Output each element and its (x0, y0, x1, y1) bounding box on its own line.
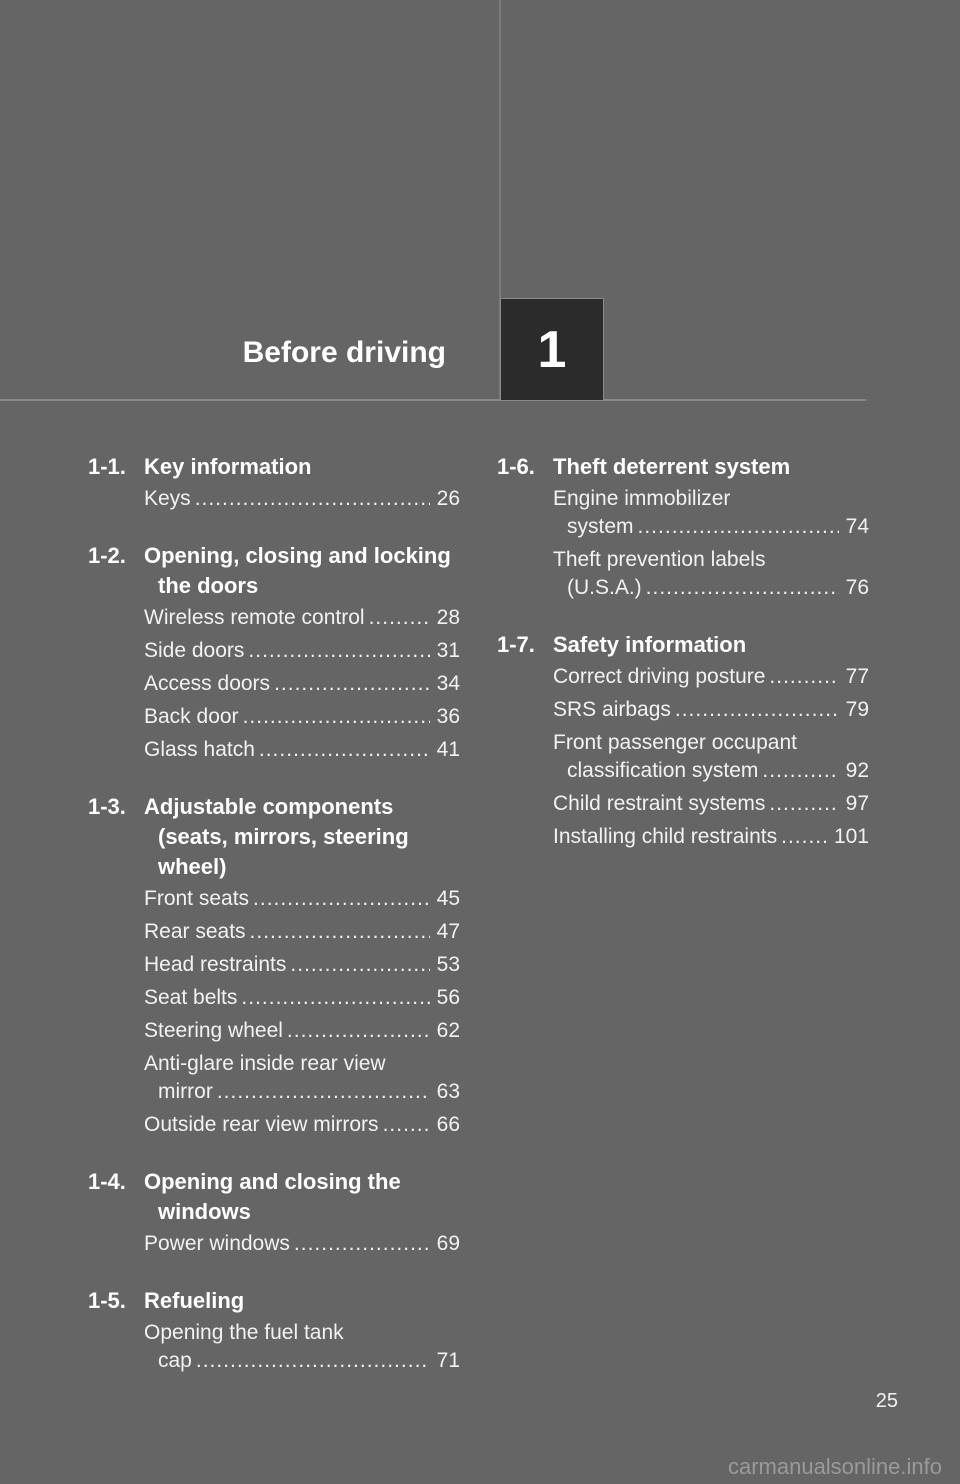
toc-section (88, 1167, 460, 1258)
entry-page: 53 (436, 953, 460, 976)
toc-entry[interactable] (553, 546, 869, 602)
entry-line (553, 546, 869, 574)
toc-entry[interactable] (144, 736, 460, 764)
entry-label: mirror (158, 1080, 213, 1103)
entry-label: Front passenger occupant (553, 731, 797, 754)
entry-label: cap (158, 1349, 192, 1372)
entry-label: classification system (567, 759, 759, 782)
section-heading[interactable] (497, 630, 869, 660)
dot-leader (369, 604, 430, 632)
entry-label: Outside rear view mirrors (144, 1113, 379, 1136)
entry-line (553, 513, 869, 541)
entry-label: Correct driving posture (553, 665, 766, 688)
dot-leader (250, 918, 430, 946)
dot-leader (646, 574, 839, 602)
entry-page: 76 (845, 576, 869, 599)
section-number: 1-2. (88, 543, 126, 568)
entry-label: Installing child restraints (553, 825, 778, 848)
header-rule (0, 399, 866, 401)
entry-line (553, 729, 869, 757)
dot-leader (248, 637, 430, 665)
entry-list (88, 1319, 460, 1375)
entry-line (144, 1319, 460, 1347)
entry-line (553, 663, 869, 691)
toc-entry[interactable] (144, 1017, 460, 1045)
toc-entry[interactable] (144, 885, 460, 913)
entry-page: 34 (436, 672, 460, 695)
chapter-number: 1 (537, 320, 567, 379)
entry-label: Back door (144, 705, 239, 728)
entry-line (144, 984, 460, 1012)
entry-line (553, 696, 869, 724)
section-number: 1-7. (497, 632, 535, 657)
entry-page: 31 (436, 639, 460, 662)
entry-page: 63 (436, 1080, 460, 1103)
toc-section (88, 452, 460, 513)
entry-list (88, 1230, 460, 1258)
section-heading[interactable] (88, 541, 460, 601)
toc-entry[interactable] (144, 1050, 460, 1106)
entry-page: 77 (845, 665, 869, 688)
entry-label: Side doors (144, 639, 245, 662)
entry-page: 26 (436, 487, 460, 510)
dot-leader (241, 984, 430, 1012)
section-heading[interactable] (88, 1167, 460, 1227)
dot-leader (294, 1230, 430, 1258)
toc-section (88, 792, 460, 1139)
dot-leader (769, 663, 839, 691)
entry-label: Head restraints (144, 953, 287, 976)
section-title: Opening and closing the windows (144, 1169, 401, 1224)
toc-entry[interactable] (553, 729, 869, 785)
dot-leader (638, 513, 839, 541)
toc-entry[interactable] (144, 1319, 460, 1375)
dot-leader (762, 757, 839, 785)
dot-leader (383, 1111, 430, 1139)
section-number: 1-6. (497, 454, 535, 479)
entry-line (144, 918, 460, 946)
dot-leader (675, 696, 839, 724)
entry-label: system (567, 515, 634, 538)
entry-line (144, 1347, 460, 1375)
entry-label: Anti-glare inside rear view (144, 1052, 386, 1075)
toc-entry[interactable] (144, 485, 460, 513)
dot-leader (290, 951, 430, 979)
toc-entry[interactable] (144, 951, 460, 979)
entry-page: 97 (845, 792, 869, 815)
entry-line (144, 485, 460, 513)
entry-label: Engine immobilizer (553, 487, 731, 510)
entry-line (144, 1050, 460, 1078)
entry-page: 79 (845, 698, 869, 721)
entry-label: Power windows (144, 1232, 290, 1255)
entry-page: 45 (436, 887, 460, 910)
toc-entry[interactable] (553, 823, 869, 851)
toc-entry[interactable] (144, 703, 460, 731)
entry-line (144, 1230, 460, 1258)
dot-leader (287, 1017, 430, 1045)
entry-line (144, 604, 460, 632)
entry-line (553, 757, 869, 785)
entry-line (553, 790, 869, 818)
section-heading[interactable] (88, 452, 460, 482)
entry-label: Access doors (144, 672, 271, 695)
entry-page: 62 (436, 1019, 460, 1042)
entry-line (144, 1017, 460, 1045)
section-heading[interactable] (88, 1286, 460, 1316)
entry-label: Opening the fuel tank (144, 1321, 344, 1344)
toc-entry[interactable] (144, 1230, 460, 1258)
section-title: Adjustable components (seats, mirrors, steering wheel) (144, 794, 409, 879)
entry-line (144, 1111, 460, 1139)
section-title: Opening, closing and locking the doors (144, 543, 451, 598)
entry-page: 47 (436, 920, 460, 943)
entry-list (88, 885, 460, 1139)
section-heading[interactable] (497, 452, 869, 482)
dot-leader (217, 1078, 430, 1106)
toc-entry[interactable] (144, 670, 460, 698)
entry-label: Seat belts (144, 986, 238, 1009)
entry-line (144, 1078, 460, 1106)
toc-entry[interactable] (553, 696, 869, 724)
entry-line (144, 736, 460, 764)
toc-entry[interactable] (144, 984, 460, 1012)
toc-section (497, 452, 869, 602)
section-title: Refueling (144, 1288, 245, 1313)
entry-page: 66 (436, 1113, 460, 1136)
entry-list (88, 485, 460, 513)
entry-page: 56 (436, 986, 460, 1009)
entry-list (497, 485, 869, 602)
entry-label: SRS airbags (553, 698, 671, 721)
toc-section (88, 541, 460, 764)
entry-label: Child restraint systems (553, 792, 766, 815)
section-title: Key information (144, 454, 312, 479)
entry-page: 92 (845, 759, 869, 782)
section-title: Theft deterrent system (553, 454, 791, 479)
toc-column-right (497, 452, 869, 879)
section-title: Safety information (553, 632, 747, 657)
toc-entry[interactable] (144, 1111, 460, 1139)
entry-page: 74 (845, 515, 869, 538)
entry-label: Theft prevention labels (553, 548, 766, 571)
dot-leader (196, 1347, 430, 1375)
entry-line (144, 951, 460, 979)
section-number: 1-4. (88, 1169, 126, 1194)
entry-page: 28 (436, 606, 460, 629)
section-number: 1-3. (88, 794, 126, 819)
toc-entry[interactable] (553, 663, 869, 691)
entry-line (553, 823, 869, 851)
entry-line (144, 885, 460, 913)
entry-list (88, 604, 460, 764)
entry-page: 36 (436, 705, 460, 728)
toc-entry[interactable] (144, 918, 460, 946)
toc-section (497, 630, 869, 851)
toc-entry[interactable] (144, 637, 460, 665)
toc-section (88, 1286, 460, 1375)
entry-page: 101 (833, 825, 869, 848)
dot-leader (243, 703, 430, 731)
entry-line (144, 703, 460, 731)
toc-entry[interactable] (553, 485, 869, 541)
entry-list (497, 663, 869, 851)
entry-line (553, 485, 869, 513)
entry-label: Front seats (144, 887, 250, 910)
section-number: 1-1. (88, 454, 126, 479)
page-number: 25 (875, 1390, 898, 1412)
chapter-title: Before driving (242, 336, 446, 369)
dot-leader (195, 485, 430, 513)
entry-label: Glass hatch (144, 738, 255, 761)
toc-entry[interactable] (553, 790, 869, 818)
entry-line (144, 670, 460, 698)
entry-line (553, 574, 869, 602)
watermark: carmanualsonline.info (727, 1454, 942, 1479)
section-heading[interactable] (88, 792, 460, 882)
dot-leader (274, 670, 430, 698)
dot-leader (781, 823, 830, 851)
toc-column-left (88, 452, 460, 1403)
dot-leader (769, 790, 839, 818)
section-number: 1-5. (88, 1288, 126, 1313)
dot-leader (259, 736, 430, 764)
entry-label: (U.S.A.) (567, 576, 642, 599)
entry-page: 41 (436, 738, 460, 761)
chapter-number-box (500, 298, 604, 401)
dot-leader (253, 885, 430, 913)
toc-entry[interactable] (144, 604, 460, 632)
entry-page: 71 (436, 1349, 460, 1372)
entry-label: Rear seats (144, 920, 246, 943)
entry-page: 69 (436, 1232, 460, 1255)
entry-label: Steering wheel (144, 1019, 283, 1042)
entry-line (144, 637, 460, 665)
entry-label: Keys (144, 487, 191, 510)
entry-label: Wireless remote control (144, 606, 365, 629)
